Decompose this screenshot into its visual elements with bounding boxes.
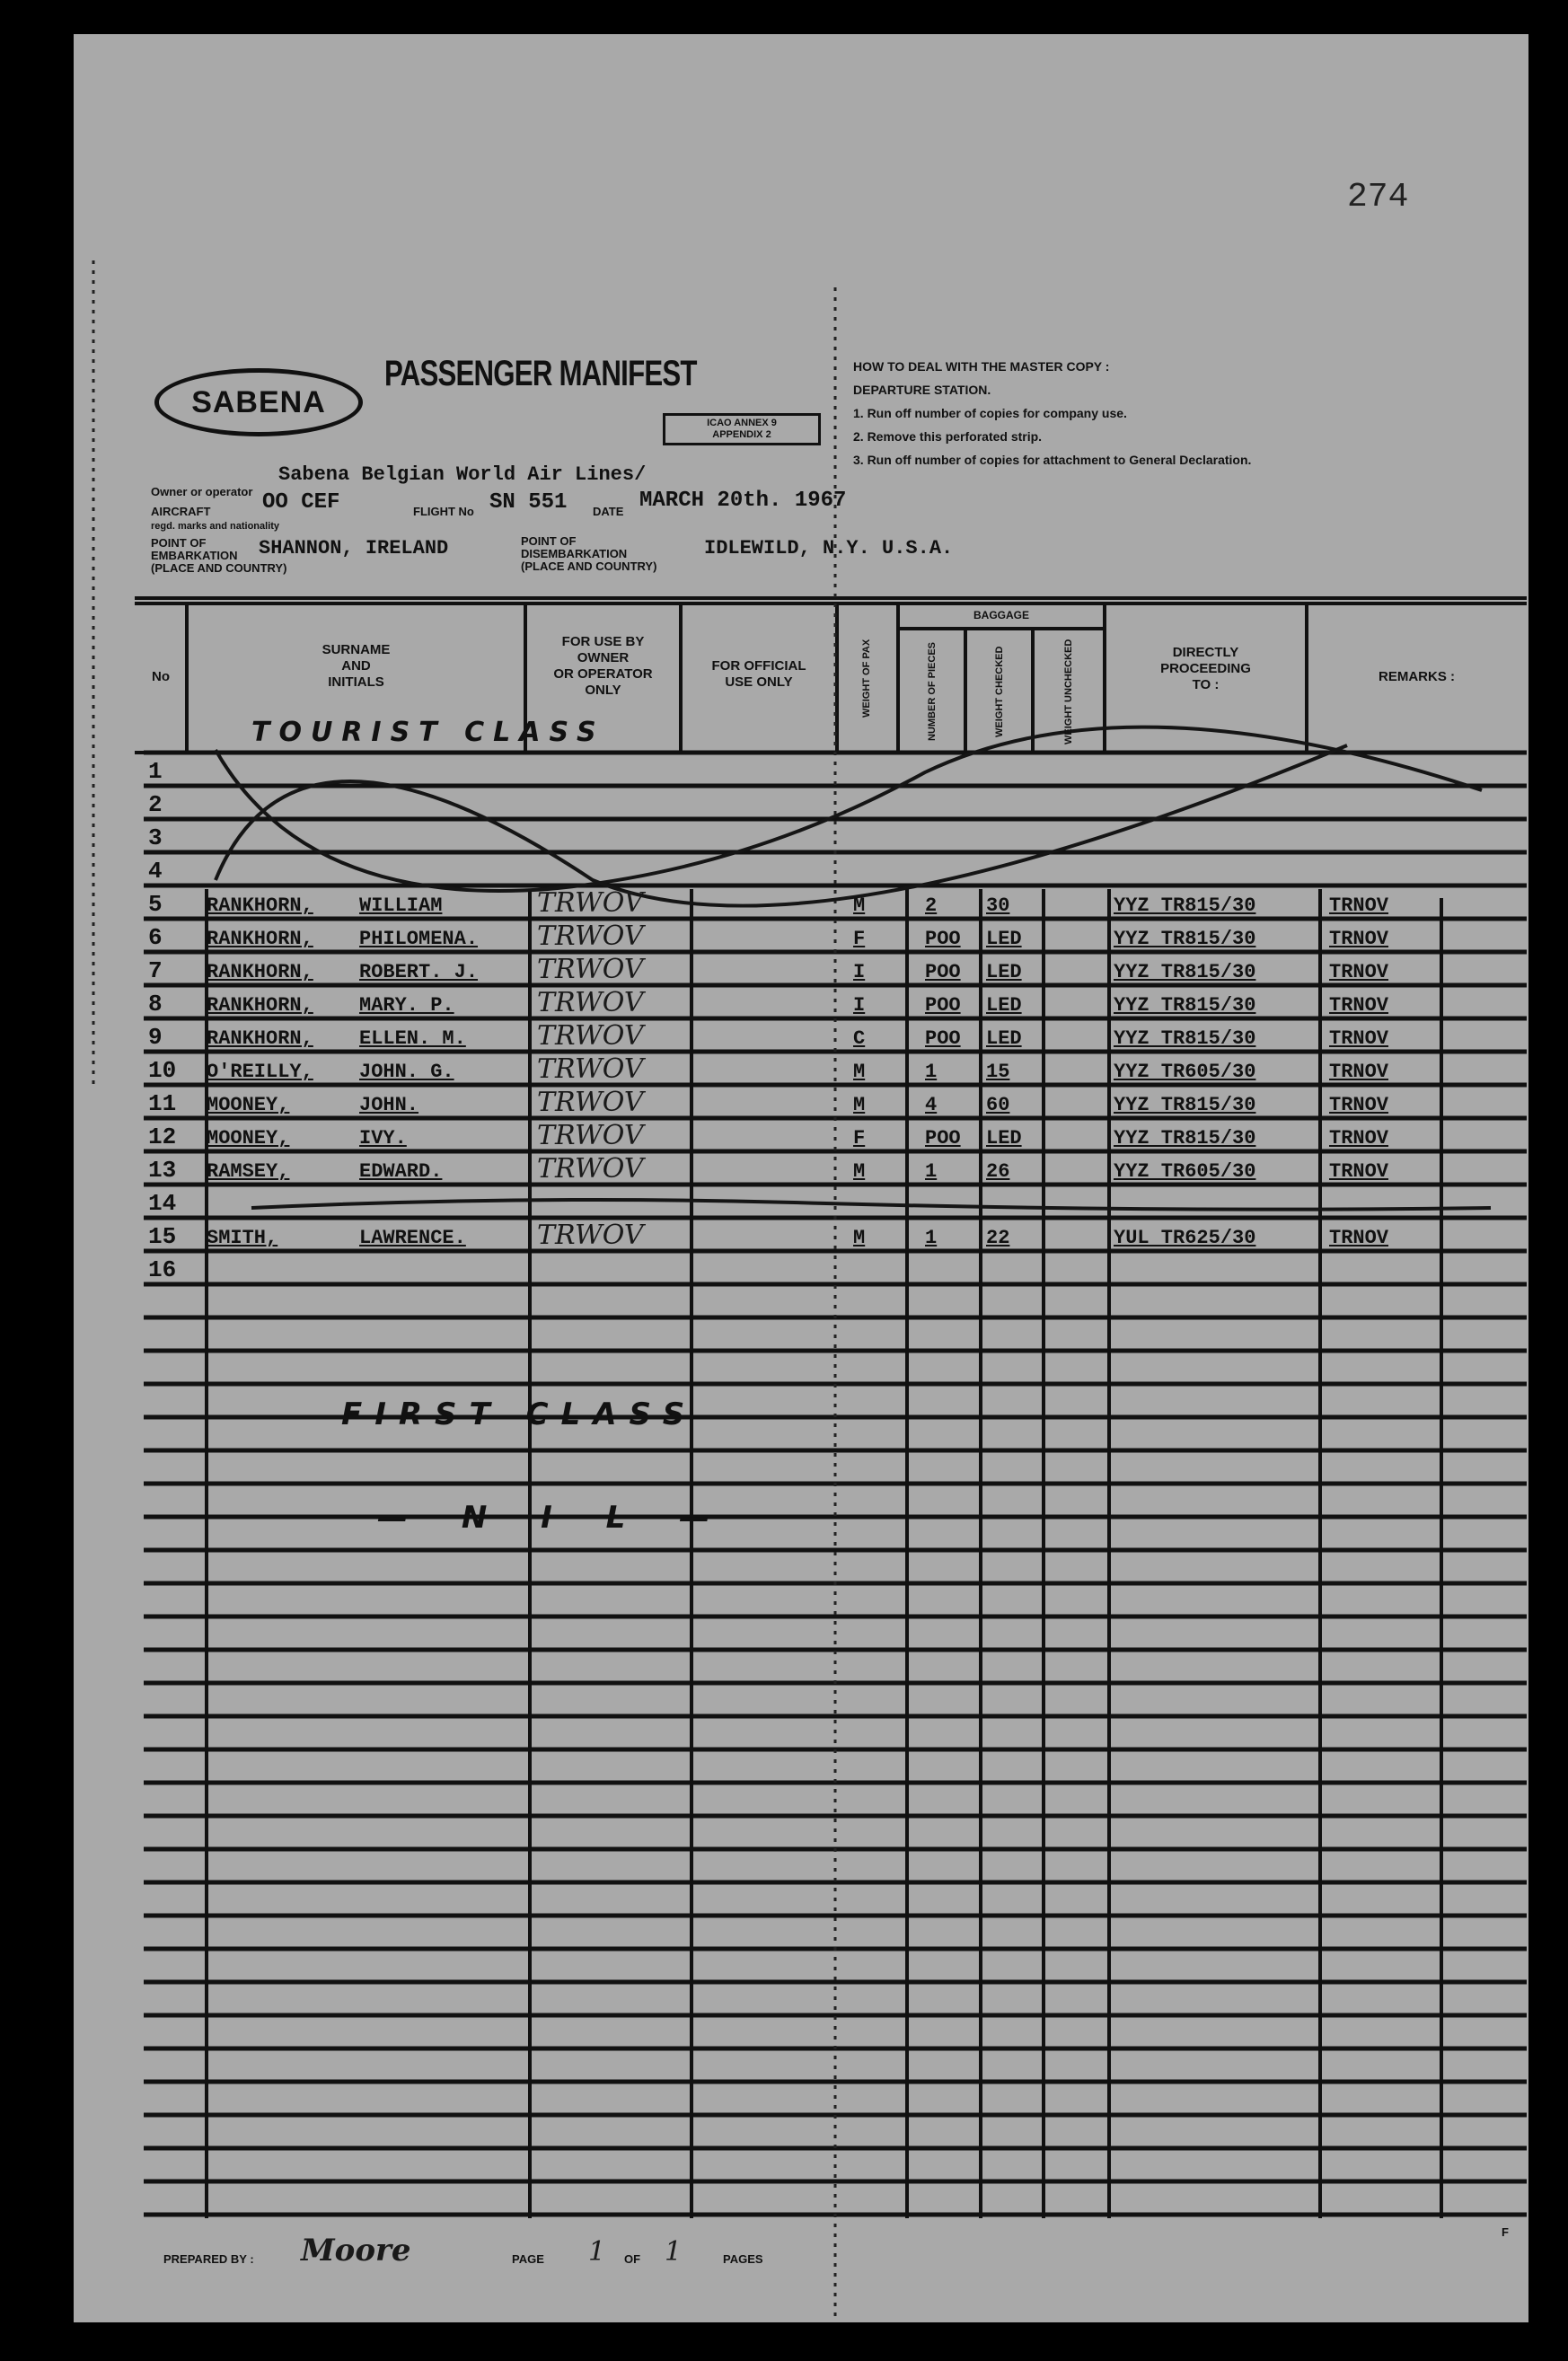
row-surname: RAMSEY, [207, 1160, 290, 1183]
row-surname: RANKHORN, [207, 1027, 313, 1050]
table-row [135, 1122, 1527, 1155]
row-number: 16 [148, 1256, 177, 1283]
row-bag-weight: 60 [986, 1094, 1010, 1116]
row-remarks: TRNOV [1329, 994, 1389, 1017]
row-number: 6 [148, 924, 163, 951]
of-label: OF [624, 2252, 641, 2266]
row-destination: YYZ TR605/30 [1114, 1061, 1256, 1083]
row-owner-signature: TRWOV [537, 1153, 644, 1185]
page-number: 274 [1347, 178, 1409, 216]
row-number: 2 [148, 791, 163, 818]
row-weight-category: C [853, 1027, 866, 1050]
instruction-item: 2. Remove this perforated strip. [853, 429, 1043, 444]
row-initials: ROBERT. J. [359, 961, 479, 983]
aircraft-value: OO CEF [262, 490, 340, 515]
page-label: PAGE [512, 2252, 544, 2266]
date-label: DATE [593, 505, 624, 518]
table-row [135, 1155, 1527, 1188]
row-surname: RANKHORN, [207, 994, 313, 1017]
row-number: 3 [148, 824, 163, 851]
row-initials: WILLIAM [359, 894, 443, 917]
table-row [135, 1022, 1527, 1055]
col-surname-header: SURNAME AND INITIALS [322, 642, 391, 690]
row-owner-signature: TRWOV [537, 987, 644, 1018]
row-bag-pieces: 4 [925, 1094, 938, 1116]
row-weight-category: I [853, 961, 866, 983]
row-weight-category: M [853, 1094, 866, 1116]
row-initials: EDWARD. [359, 1160, 443, 1183]
section-tourist-class: TOURIST CLASS [251, 717, 605, 748]
instructions-title: HOW TO DEAL WITH THE MASTER COPY : [853, 359, 1110, 374]
table-row [135, 823, 1527, 856]
table-row [135, 1221, 1527, 1255]
embarkation-value: SHANNON, IRELAND [259, 537, 449, 559]
row-surname: RANKHORN, [207, 961, 313, 983]
row-bag-weight: 15 [986, 1061, 1010, 1083]
col-official-header: FOR OFFICIAL USE ONLY [711, 658, 806, 690]
row-owner-signature: TRWOV [537, 1120, 644, 1151]
embarkation-label: POINT OF EMBARKATION (PLACE AND COUNTRY) [151, 536, 287, 575]
row-initials: MARY. P. [359, 994, 454, 1017]
nationality-label: regd. marks and nationality [151, 521, 280, 532]
table-row [135, 956, 1527, 989]
row-bag-pieces: 1 [925, 1061, 938, 1083]
row-weight-category: M [853, 1061, 866, 1083]
col-no-header: No [152, 669, 170, 684]
col-remarks-header: REMARKS : [1379, 669, 1455, 684]
table-row [135, 922, 1527, 956]
table-row [135, 789, 1527, 823]
row-initials: PHILOMENA. [359, 928, 479, 950]
row-number: 8 [148, 991, 163, 1018]
row-remarks: TRNOV [1329, 1061, 1389, 1083]
row-destination: YYZ TR815/30 [1114, 1027, 1256, 1050]
flight-label: FLIGHT No [413, 505, 474, 518]
row-weight-category: M [853, 894, 866, 917]
prepared-by-label: PREPARED BY : [163, 2252, 254, 2266]
row-owner-signature: TRWOV [537, 1020, 644, 1052]
row-bag-pieces: 2 [925, 894, 938, 917]
row-bag-weight: LED [986, 928, 1022, 950]
row-bag-weight: 26 [986, 1160, 1010, 1183]
row-initials: JOHN. [359, 1094, 419, 1116]
row-surname: RANKHORN, [207, 928, 313, 950]
row-number: 13 [148, 1157, 177, 1184]
row-weight-category: F [853, 928, 866, 950]
table-row [135, 1088, 1527, 1122]
row-weight-category: F [853, 1127, 866, 1150]
row-weight-category: M [853, 1227, 866, 1249]
row-bag-weight: LED [986, 994, 1022, 1017]
row-number: 10 [148, 1057, 177, 1084]
date-value: MARCH 20th. 1967 [639, 489, 847, 513]
of-value: 1 [665, 2236, 683, 2268]
row-remarks: TRNOV [1329, 1160, 1389, 1183]
table-row [135, 1188, 1527, 1221]
row-destination: YYZ TR815/30 [1114, 1094, 1256, 1116]
row-number: 11 [148, 1090, 177, 1117]
row-number: 14 [148, 1190, 177, 1217]
row-owner-signature: TRWOV [537, 954, 644, 985]
row-remarks: TRNOV [1329, 1027, 1389, 1050]
pages-label: PAGES [723, 2252, 763, 2266]
row-bag-pieces: POO [925, 1027, 961, 1050]
col-bag-pieces-header: NUMBER OF PIECES [926, 642, 938, 742]
table-row [135, 1055, 1527, 1088]
section-first-class: FIRST CLASS [341, 1396, 698, 1432]
row-bag-pieces: POO [925, 1127, 961, 1150]
row-number: 5 [148, 891, 163, 918]
row-number: 12 [148, 1123, 177, 1150]
row-bag-weight: LED [986, 1127, 1022, 1150]
disembarkation-label: POINT OF DISEMBARKATION (PLACE AND COUNTRY) [521, 534, 657, 573]
table-row [135, 756, 1527, 789]
row-destination: YYZ TR815/30 [1114, 928, 1256, 950]
sabena-logo: SABENA [154, 368, 363, 436]
table-row [135, 889, 1527, 922]
col-baggage-header: BAGGAGE [973, 609, 1029, 621]
row-destination: YYZ TR815/30 [1114, 994, 1256, 1017]
row-bag-pieces: 1 [925, 1227, 938, 1249]
row-destination: YUL TR625/30 [1114, 1227, 1256, 1249]
disembarkation-value: IDLEWILD, N.Y. U.S.A. [704, 537, 954, 559]
row-initials: ELLEN. M. [359, 1027, 466, 1050]
col-owner-header: FOR USE BY OWNER OR OPERATOR ONLY [553, 634, 653, 698]
row-surname: SMITH, [207, 1227, 278, 1249]
instruction-item: 3. Run off number of copies for attachment to General Declaration. [853, 453, 1252, 467]
aircraft-label: AIRCRAFT [151, 505, 211, 518]
row-remarks: TRNOV [1329, 1094, 1389, 1116]
row-initials: LAWRENCE. [359, 1227, 466, 1249]
row-number: 7 [148, 957, 163, 984]
page-value: 1 [588, 2236, 606, 2268]
row-owner-signature: TRWOV [537, 887, 644, 919]
row-remarks: TRNOV [1329, 1127, 1389, 1150]
row-number: 4 [148, 858, 163, 885]
row-remarks: TRNOV [1329, 1227, 1389, 1249]
row-bag-pieces: 1 [925, 1160, 938, 1183]
row-surname: MOONEY, [207, 1094, 290, 1116]
row-number: 15 [148, 1223, 177, 1250]
form-title: PASSENGER MANIFEST [384, 354, 697, 393]
operator-value: Sabena Belgian World Air Lines/ [278, 463, 647, 486]
row-bag-weight: 22 [986, 1227, 1010, 1249]
table-row [135, 856, 1527, 889]
row-destination: YYZ TR605/30 [1114, 1160, 1256, 1183]
row-bag-weight: LED [986, 961, 1022, 983]
row-owner-signature: TRWOV [537, 1087, 644, 1118]
col-weight-header: WEIGHT OF PAX [861, 639, 872, 718]
row-bag-pieces: POO [925, 928, 961, 950]
row-remarks: TRNOV [1329, 961, 1389, 983]
row-bag-pieces: POO [925, 961, 961, 983]
row-destination: YYZ TR815/30 [1114, 894, 1256, 917]
row-bag-weight: 30 [986, 894, 1010, 917]
row-number: 9 [148, 1024, 163, 1051]
row-bag-pieces: POO [925, 994, 961, 1017]
row-owner-signature: TRWOV [537, 921, 644, 952]
row-remarks: TRNOV [1329, 928, 1389, 950]
row-weight-category: I [853, 994, 866, 1017]
first-class-nil: — N I L — [377, 1500, 732, 1536]
flight-value: SN 551 [489, 490, 568, 515]
corner-mark: F [1502, 2225, 1509, 2239]
row-initials: JOHN. G. [359, 1061, 454, 1083]
instructions-station: DEPARTURE STATION. [853, 383, 991, 397]
row-destination: YYZ TR815/30 [1114, 961, 1256, 983]
row-surname: RANKHORN, [207, 894, 313, 917]
row-owner-signature: TRWOV [537, 1053, 644, 1085]
icao-annex-box: ICAO ANNEX 9 APPENDIX 2 [663, 413, 821, 445]
row-owner-signature: TRWOV [537, 1220, 644, 1251]
row-surname: MOONEY, [207, 1127, 290, 1150]
row-initials: IVY. [359, 1127, 407, 1150]
row-number: 1 [148, 758, 163, 785]
row-weight-category: M [853, 1160, 866, 1183]
row-surname: O'REILLY, [207, 1061, 313, 1083]
instruction-item: 1. Run off number of copies for company use. [853, 406, 1127, 420]
row-remarks: TRNOV [1329, 894, 1389, 917]
operator-label: Owner or operator [151, 485, 253, 498]
prepared-by-signature: Moore [301, 2233, 411, 2268]
col-bag-checked-header: WEIGHT CHECKED [993, 646, 1005, 737]
row-bag-weight: LED [986, 1027, 1022, 1050]
col-bag-unchecked-header: WEIGHT UNCHECKED [1063, 639, 1074, 744]
row-destination: YYZ TR815/30 [1114, 1127, 1256, 1150]
table-row [135, 1255, 1527, 1288]
table-row [135, 989, 1527, 1022]
col-proceeding-header: DIRECTLY PROCEEDING TO : [1160, 645, 1251, 692]
